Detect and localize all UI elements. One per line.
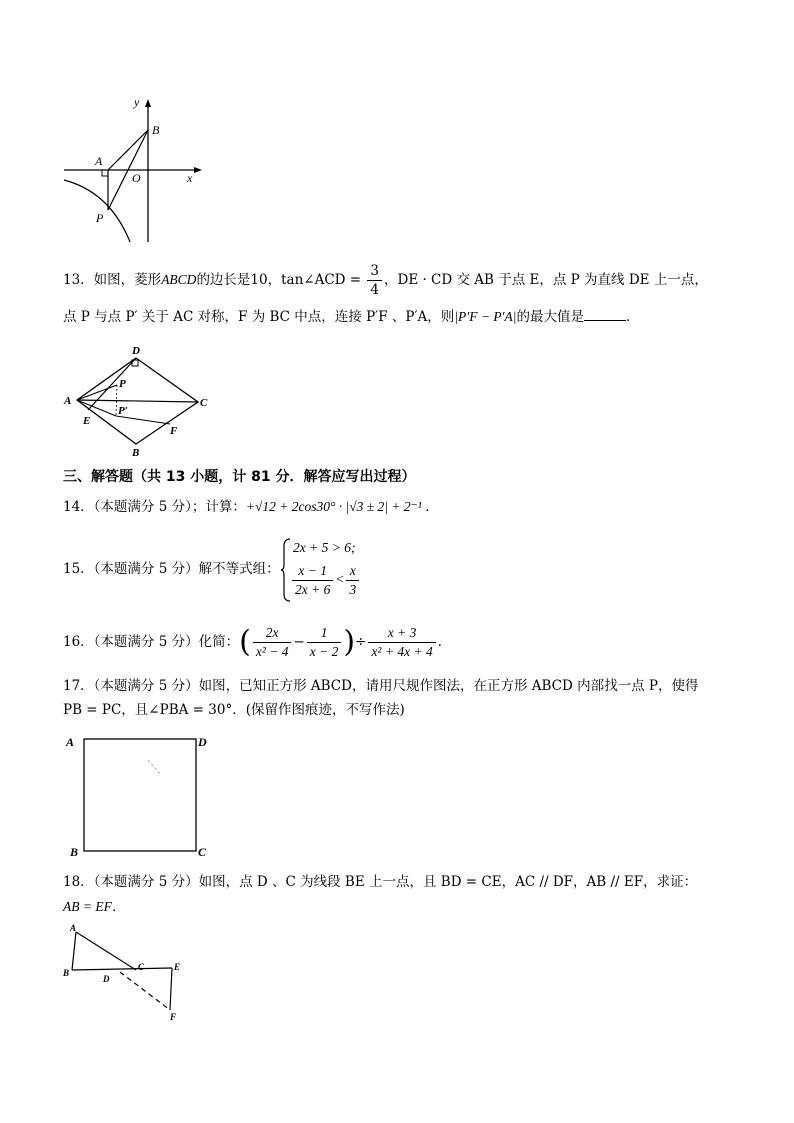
q13-frac-den: 4 [370, 282, 379, 298]
label-F: F [170, 425, 178, 437]
q15-f1-den: 2x + 6 [295, 582, 331, 597]
right-angle-mark [102, 170, 108, 176]
q13-text-e: 的最大值是 [516, 309, 584, 325]
q16-frac-c [368, 624, 435, 661]
label-A: A [66, 735, 75, 749]
q16-b-den: x − 2 [309, 644, 339, 659]
q15 [63, 536, 280, 602]
segment-BE [72, 968, 172, 970]
segment-AP [77, 385, 117, 400]
figure-q18 [60, 920, 200, 1025]
q18-line2: AB = EF． [63, 899, 126, 914]
label-O: O [132, 171, 141, 185]
q17-line1: 17．（本题满分 5 分）如图，已知正方形 ABCD，请用尺规作图法，在正方形 ABCD 内部找一点 P，使得 [63, 678, 699, 694]
q16-c-num: x + 3 [368, 624, 435, 643]
label-B: B [70, 845, 79, 859]
q16-div: ÷ [355, 634, 367, 650]
square-ABCD [84, 739, 196, 851]
q13-frac-num: 3 [367, 262, 382, 281]
q13-end: ． [625, 309, 640, 325]
segment-AB [108, 130, 148, 170]
label-D: D [132, 345, 140, 357]
q16-paren-open: ( [239, 624, 251, 660]
figure-q17 [60, 730, 220, 860]
q13-answer-blank [584, 306, 626, 321]
label-C: C [200, 397, 208, 409]
q15-inequality-2 [290, 562, 361, 599]
label-C: C [138, 962, 145, 972]
figure-q13 [60, 344, 220, 459]
q14 [63, 497, 439, 517]
q16-paren-close: ) [343, 624, 356, 660]
q13-line2 [63, 306, 639, 327]
label-B: B [152, 123, 160, 137]
label-B: B [132, 447, 140, 459]
q16-prefix: 16．（本题满分 5 分）化简： [63, 634, 240, 650]
q13-line1 [63, 262, 708, 298]
faint-construction-mark [148, 760, 160, 774]
q16-frac-a [253, 624, 292, 661]
q14-prefix: 14．（本题满分 5 分）；计算： [63, 499, 246, 515]
q15-prefix: 15．（本题满分 5 分）解不等式组： [63, 561, 280, 577]
q16-a-num: 2x [253, 624, 292, 643]
segment-DF [120, 972, 170, 1010]
q16-minus: − [293, 634, 305, 650]
label-D: D [103, 974, 110, 984]
q13-fraction [367, 262, 382, 299]
q15-lt: < [335, 571, 345, 587]
figure-q12 [60, 92, 210, 247]
q15-f2-num: x [346, 562, 359, 581]
label-x: x [187, 171, 193, 185]
q13-abs-expr: |P′F − P′A| [454, 309, 517, 324]
q14-expression: +√12 + 2cos30° · |√3 ± 2| + 2⁻¹ ． [245, 499, 439, 514]
q18-line1: 18．（本题满分 5 分）如图，点 D 、C 为线段 BE 上一点，且 BD = CE，AC // DF，AB // EF，求证： [63, 874, 698, 890]
label-E: E [174, 962, 181, 972]
label-A: A [64, 395, 72, 407]
q16 [63, 620, 451, 664]
label-E: E [83, 415, 91, 427]
segment-PprimeF [116, 416, 170, 424]
q15-f2-den: 3 [349, 582, 357, 597]
q16-c-den: x² + 4x + 4 [371, 644, 433, 659]
q16-frac-b [307, 624, 342, 661]
q16-end: ． [437, 634, 452, 650]
segment-EF [170, 968, 172, 1010]
q13-text-d: 点 P 与点 P′ 关于 AC 对称，F 为 BC 中点，连接 P′F 、P′A，则 [63, 309, 455, 325]
segment-AB [72, 932, 76, 970]
segment-APprime [77, 400, 116, 416]
label-D: D [198, 735, 207, 749]
label-P: P [96, 211, 104, 225]
label-y: y [134, 95, 140, 109]
q13-abcd: ABCD [161, 272, 197, 287]
q15-inequality-1: 2x + 5 > 6; [293, 540, 356, 555]
segment-AC [76, 932, 136, 970]
x-axis-arrow [194, 167, 202, 173]
q17-line2: PB = PC，且∠PBA = 30°．(保留作图痕迹，不写作法) [63, 702, 405, 718]
q15-frac-2 [346, 562, 359, 599]
label-A: A [95, 154, 103, 168]
label-Pprime: P′ [118, 405, 128, 417]
label-A: A [70, 923, 77, 933]
q16-b-num: 1 [307, 624, 342, 643]
q13-text-c: ，DE · CD 交 AB 于点 E，点 P 为直线 DE 上一点， [384, 272, 708, 288]
label-B: B [63, 968, 70, 978]
q15-frac-1 [292, 562, 333, 599]
q16-a-den: x² − 4 [255, 644, 289, 659]
q15-f1-num: x − 1 [292, 562, 333, 581]
q13-text-b: 的边长是10，tan∠ACD = [196, 272, 362, 288]
section-3-heading: 三、解答题（共 13 小题，计 81 分．解答应写出过程） [63, 469, 416, 485]
label-F: F [170, 1012, 177, 1022]
label-P: P [119, 378, 126, 390]
label-C: C [198, 845, 207, 859]
q13-text-a: 13．如图，菱形 [63, 272, 162, 288]
segment-DE [88, 358, 136, 410]
y-axis-arrow [145, 99, 151, 107]
